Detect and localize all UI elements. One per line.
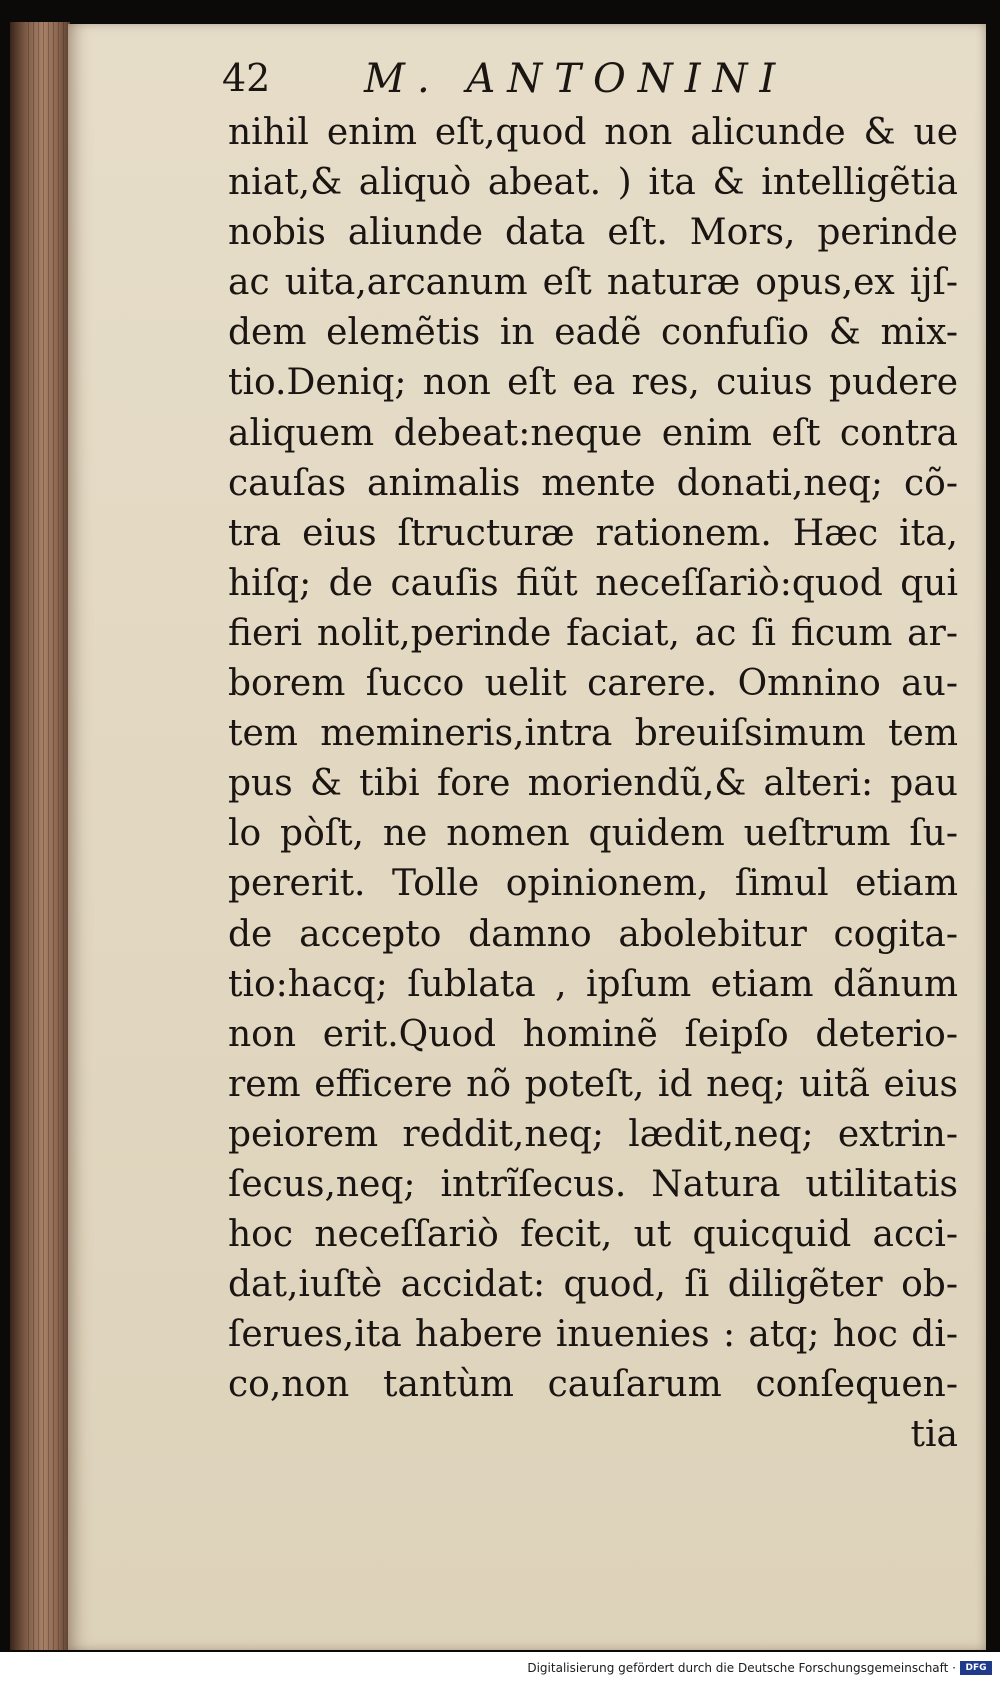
text-line: cauſas animalis mente donati,neq; cõ-	[228, 462, 958, 504]
text-line: hoc neceſſariò fecit, ut quicquid acci-	[228, 1214, 958, 1256]
text-line: non erit.Quod hominẽ ſeipſo deterio-	[228, 1013, 958, 1055]
text-line: niat,& aliquò abeat. ) ita & intelligẽtia	[228, 162, 958, 204]
text-line: hiſq; de cauſis fiũt neceſſariò:quod qui	[228, 562, 958, 604]
text-line: peiorem reddit,neq; lædit,neq; extrin-	[228, 1113, 958, 1155]
funding-credit: Digitalisierung gefördert durch die Deutsche Forschungsgemeinschaft ·	[527, 1661, 956, 1675]
digitization-footer	[0, 1652, 1000, 1685]
text-line: pus & tibi fore moriendũ,& alteri: pau	[228, 763, 958, 805]
text-line: ſecus,neq; intrĩſecus. Natura utilitatis	[228, 1163, 958, 1205]
text-line: ac uita,arcanum eſt naturæ opus,ex ijſ-	[228, 262, 958, 304]
text-line: pererit. Tolle opinionem, ſimul etiam	[228, 863, 958, 905]
text-line: tra eius ſtructuræ rationem. Hæc ita,	[228, 512, 958, 554]
text-line: dat,iuſtè accidat: quod, ſi diligẽter ob-	[228, 1264, 958, 1306]
running-title: M. ANTONINI	[364, 56, 788, 102]
text-line: ſerues,ita habere inuenies : atq; hoc di-	[228, 1314, 958, 1356]
text-line: lo pòſt, ne nomen quidem ueſtrum ſu-	[228, 813, 958, 855]
text-line: nihil enim eſt,quod non alicunde & ue	[228, 112, 958, 153]
catchword: tia	[910, 1414, 958, 1456]
book-fore-edge-pages	[28, 22, 64, 1650]
text-line: nobis aliunde data eſt. Mors, perinde	[228, 212, 958, 254]
text-line: tem memineris,intra breuiſsimum tem	[228, 713, 958, 755]
text-line: de accepto damno abolebitur cogita-	[228, 913, 958, 955]
text-line: aliquem debeat:neque enim eſt contra	[228, 412, 958, 454]
text-line: tio:hacq; ſublata , ipſum etiam dãnum	[228, 963, 958, 1005]
text-line: co,non tantùm cauſarum conſequen-	[228, 1364, 958, 1406]
dfg-logo: DFG	[960, 1661, 992, 1675]
text-line: rem efficere nõ poteſt, id neq; uitã eius	[228, 1063, 958, 1105]
page-number: 42	[222, 56, 271, 100]
text-line: fieri nolit,perinde faciat, ac ſi ficum ar-	[228, 612, 958, 654]
body-text	[228, 108, 958, 1461]
running-head	[222, 56, 952, 110]
text-line: tio.Deniq; non eſt ea res, cuius pudere	[228, 362, 958, 404]
text-line: dem elemẽtis in eadẽ confuſio & mix-	[228, 312, 958, 354]
text-line: borem ſucco uelit carere. Omnino au-	[228, 663, 958, 705]
